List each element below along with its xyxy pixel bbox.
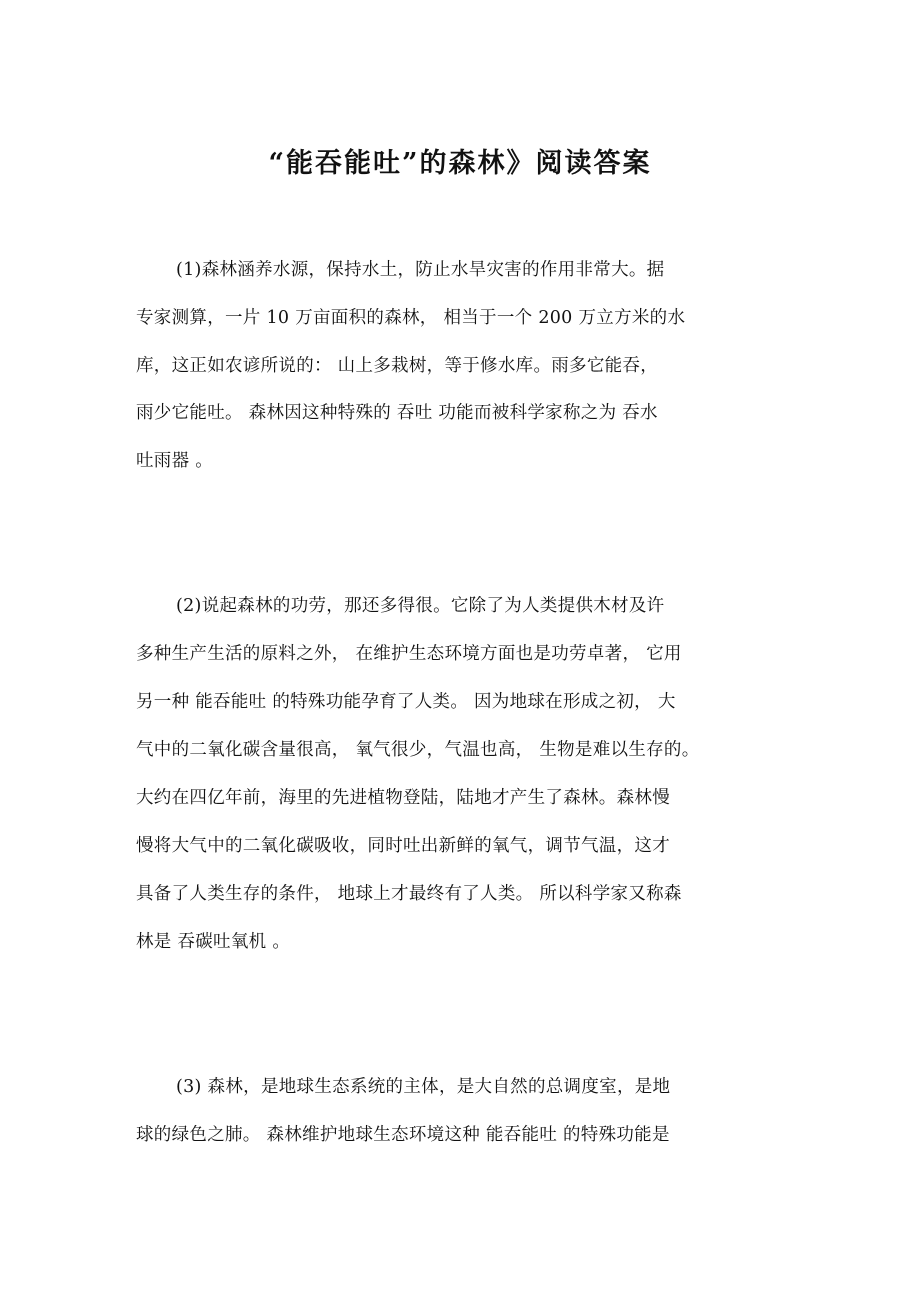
document-title: “能吞能吐”的森林》阅读答案 bbox=[268, 148, 652, 179]
paragraph-1-line-4: 雨少它能吐。 森林因这种特殊的 吞吐 功能而被科学家称之为 吞水 bbox=[136, 403, 658, 423]
paragraph-2-line-2: 多种生产生活的原料之外， 在维护生态环境方面也是功劳卓著， 它用 bbox=[136, 644, 682, 664]
paragraph-2-line-4: 气中的二氧化碳含量很高， 氧气很少，气温也高， 生物是难以生存的。 bbox=[136, 740, 700, 760]
paragraph-2-line-6: 慢将大气中的二氧化碳吸收，同时吐出新鲜的氧气，调节气温，这才 bbox=[136, 836, 670, 856]
paragraph-1-line-5: 吐雨器 。 bbox=[136, 451, 214, 471]
paragraph-2-line-5: 大约在四亿年前，海里的先进植物登陆，陆地才产生了森林。森林慢 bbox=[136, 788, 670, 808]
paragraph-1-line-3: 库，这正如农谚所说的： 山上多栽树，等于修水库。雨多它能吞， bbox=[136, 356, 659, 376]
paragraph-1-line-2: 专家测算，一片 10 万亩面积的森林， 相当于一个 200 万立方米的水 bbox=[136, 308, 686, 328]
paragraph-2-line-8: 林是 吞碳吐氧机 。 bbox=[136, 932, 291, 952]
paragraph-2-line-1: (2)说起森林的功劳，那还多得很。它除了为人类提供木材及许 bbox=[176, 596, 665, 616]
paragraph-1-line-1: (1)森林涵养水源，保持水土，防止水旱灾害的作用非常大。据 bbox=[176, 260, 665, 280]
paragraph-2-line-3: 另一种 能吞能吐 的特殊功能孕育了人类。 因为地球在形成之初， 大 bbox=[136, 692, 676, 712]
paragraph-3-line-1: (3) 森林，是地球生态系统的主体，是大自然的总调度室，是地 bbox=[176, 1077, 671, 1097]
paragraph-2-line-7: 具备了人类生存的条件， 地球上才最终有了人类。 所以科学家又称森 bbox=[136, 884, 682, 904]
paragraph-3-line-2: 球的绿色之肺。 森林维护地球生态环境这种 能吞能吐 的特殊功能是 bbox=[136, 1125, 670, 1145]
